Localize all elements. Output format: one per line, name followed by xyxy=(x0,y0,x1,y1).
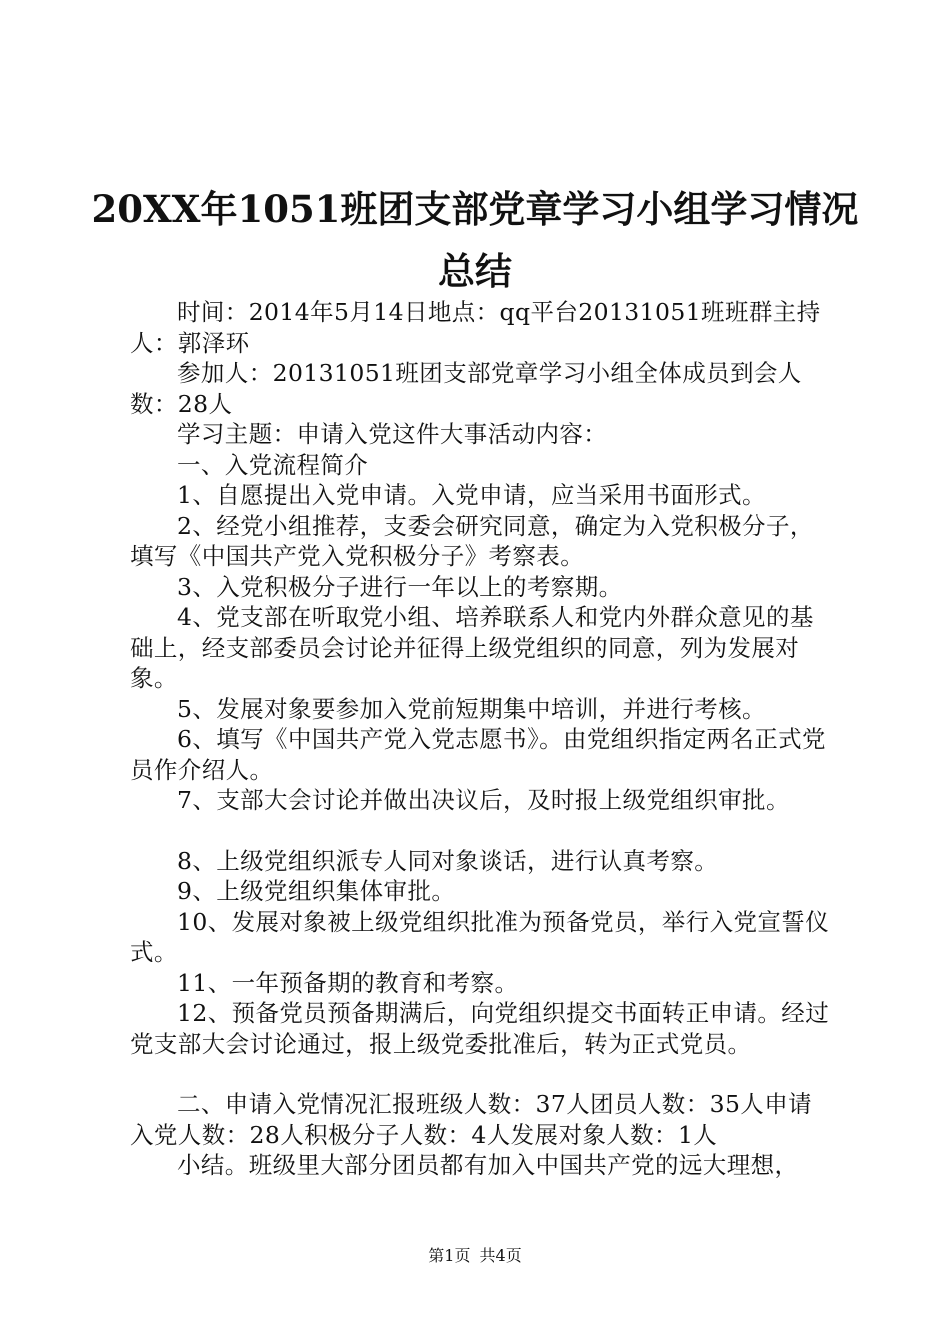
document-title: 20XX年1051班团支部党章学习小组学习情况总结 xyxy=(91,187,859,293)
process-step-11: 11、一年预备期的教育和考察。 xyxy=(177,968,519,997)
meeting-time-paragraph: 时间：2014年5月14日地点：qq平台20131051班班群主持人：郭泽环 xyxy=(130,298,821,357)
process-step-6: 6、填写《中国共产党入党志愿书》。由党组织指定两名正式党员作介绍人。 xyxy=(130,725,826,784)
page-total: 共4页 xyxy=(479,1246,522,1265)
page-footer xyxy=(0,1243,950,1266)
section-heading-process: 一、入党流程简介 xyxy=(177,450,369,479)
process-step-7: 7、支部大会讨论并做出决议后，及时报上级党组织审批。 xyxy=(177,786,790,814)
participants-paragraph: 参加人：20131051班团支部党章学习小组全体成员到会人数：28人 xyxy=(130,359,802,418)
process-step-3: 3、入党积极分子进行一年以上的考察期。 xyxy=(177,572,623,601)
process-step-8: 8、上级党组织派专人同对象谈话，进行认真考察。 xyxy=(177,846,719,875)
process-step-10: 10、发展对象被上级党组织批准为预备党员，举行入党宣誓仪式。 xyxy=(130,907,830,966)
process-step-2: 2、经党小组推荐，支委会研究同意，确定为入党积极分子，填写《中国共产党入党积极分子》考察表。 xyxy=(130,511,814,570)
process-step-12: 12、预备党员预备期满后，向党组织提交书面转正申请。经过党支部大会讨论通过，报上级党委批准后，转为正式党员。 xyxy=(130,999,830,1058)
process-step-5: 5、发展对象要参加入党前短期集中培训，并进行考核。 xyxy=(177,694,766,723)
summary-paragraph: 小结。班级里大部分团员都有加入中国共产党的远大理想， xyxy=(177,1151,799,1179)
application-report-paragraph: 二、申请入党情况汇报班级人数：37人团员人数：35人申请入党人数：28人积极分子人数：4人发展对象人数：1人 xyxy=(130,1090,813,1149)
document-body xyxy=(130,297,830,1181)
page-number: 第1页 xyxy=(428,1246,471,1265)
process-step-9: 9、上级党组织集体审批。 xyxy=(177,877,456,905)
process-step-1: 1、自愿提出入党申请。入党申请，应当采用书面形式。 xyxy=(177,481,766,509)
process-step-4: 4、党支部在听取党小组、培养联系人和党内外群众意见的基础上，经支部委员会讨论并征得上级党组织的同意，列为发展对象。 xyxy=(130,603,814,692)
study-theme-paragraph: 学习主题：申请入党这件大事活动内容： xyxy=(177,420,608,448)
